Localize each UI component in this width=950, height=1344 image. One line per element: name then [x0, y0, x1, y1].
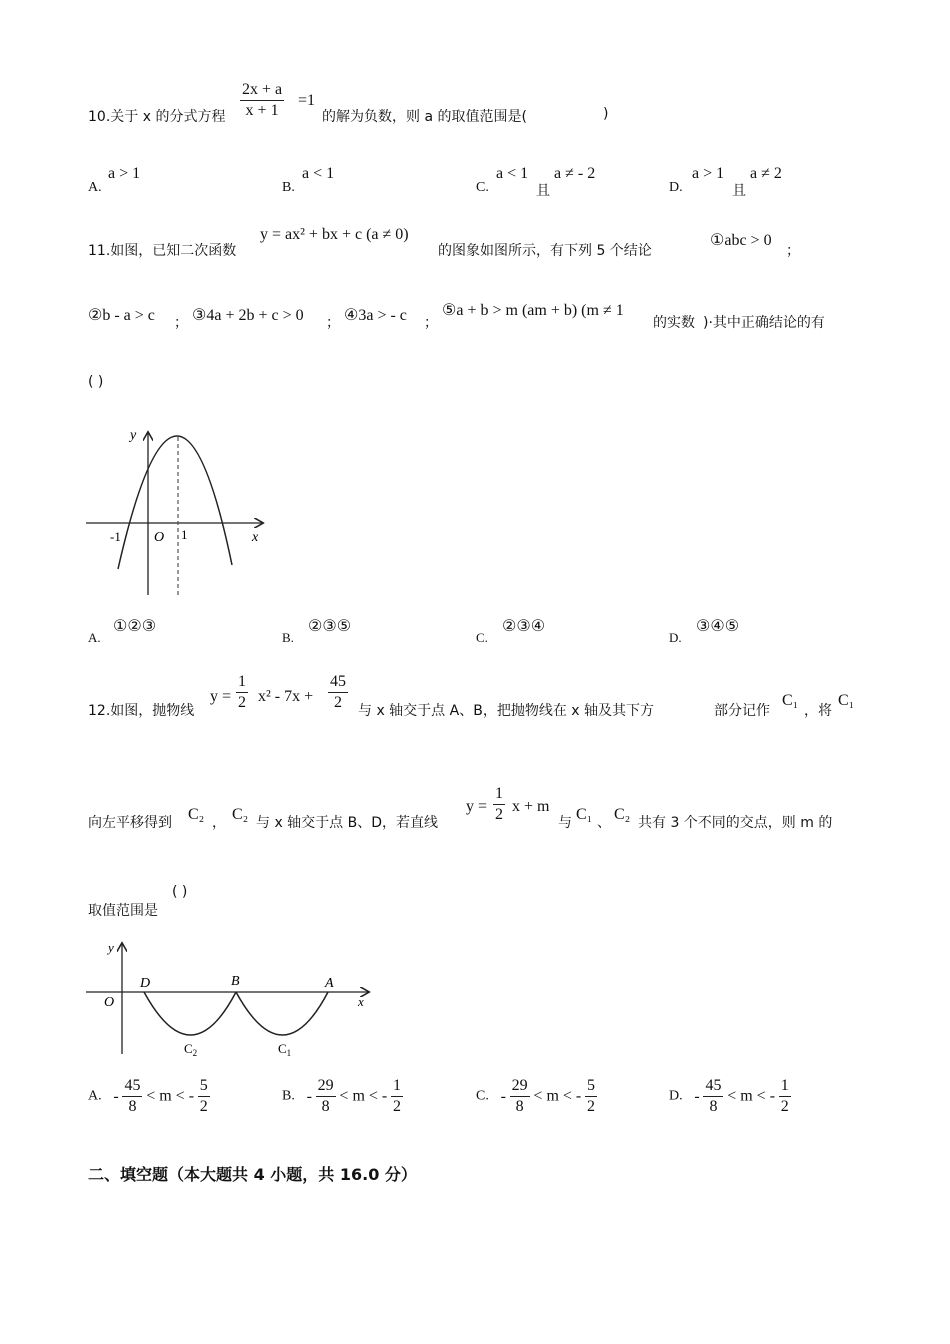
q12-option-a-ineq: < m < - [146, 1087, 195, 1105]
q12-option-d-ineq: < m < - [727, 1087, 776, 1105]
q12-parabola-graph [84, 936, 384, 1066]
q11-option-d-value: ③④⑤ [696, 618, 740, 635]
q12-y-eq: y = [210, 688, 232, 705]
q10-paren-close: ) [603, 106, 609, 122]
q12-option-d-minus: - [694, 1087, 700, 1105]
q11-option-a-label: A. [88, 630, 101, 645]
q11-tick-neg1: -1 [110, 529, 121, 544]
q10-eq-rhs: =1 [298, 92, 316, 109]
q10-option-a-value: a > 1 [108, 165, 141, 182]
q11-conclusion-5: ⑤a + b > m (am + b) (m ≠ 1 [442, 302, 624, 319]
q11-parabola-graph [84, 425, 274, 605]
q12-option-c-frac1: $\frac{29}{8}$ [511, 1077, 528, 1115]
q12-option-b-frac2: $\frac{1}{2}$ [393, 1077, 401, 1115]
q11-conclusion-2: ②b - a > c [88, 307, 155, 324]
q11-conclusion-5-suffix: 的实数 [653, 315, 695, 331]
q11-line1-suffix: 的图象如图所示，有下列 5 个结论 [438, 243, 652, 259]
q10-fraction [240, 80, 284, 121]
q12-curve-c1-label: $C_1$ [278, 1041, 292, 1058]
q10-option-d-value-2: a ≠ 2 [750, 165, 782, 182]
q12-line2-prefix: 向左平移得到 [88, 815, 172, 831]
q11-option-b-label: B. [282, 630, 294, 645]
q11-answer-paren: ( ) [88, 374, 104, 390]
q11-option-b-value: ②③⑤ [308, 618, 352, 635]
q11-sep-2: ； [174, 315, 188, 331]
q12-option-b-frac1: $\frac{29}{8}$ [317, 1077, 334, 1115]
q12-half-fraction [236, 672, 248, 713]
q10-suffix: 的解为负数，则 a 的取值范围是( [322, 109, 527, 125]
q10-option-d-and: 且 [732, 183, 746, 199]
q12-option-d [669, 1076, 791, 1117]
q11-option-a-value: ①②③ [113, 618, 157, 635]
q10-option-d-label: D. [669, 180, 683, 195]
q12-option-a [88, 1076, 210, 1117]
q10-option-b-value: a < 1 [302, 165, 335, 182]
q12-x-label: x [358, 994, 364, 1009]
q12-option-b-label: B. [282, 1088, 295, 1104]
q12-prefix: 12.如图，抛物线 [88, 703, 195, 719]
q10-option-c-label: C. [476, 180, 489, 195]
q11-sep-3: ； [326, 315, 340, 331]
q12-option-c-minus: - [500, 1087, 506, 1105]
q12-quadratic-mid: x² - 7x + [258, 688, 314, 705]
q12-line-y-eq: y = [466, 798, 488, 815]
q12-text7: 、 [597, 815, 611, 831]
q12-curve-c2-label: $C_2$ [184, 1041, 198, 1058]
q11-tick-1: 1 [181, 527, 188, 542]
q12-line-half-num: 1 [493, 784, 505, 805]
q11-conclusion-4: ④3a > - c [344, 307, 407, 324]
q10-option-c-value-1: a < 1 [496, 165, 529, 182]
q11-sep-1: ； [786, 243, 800, 259]
q10-option-a-label: A. [88, 180, 102, 195]
q11-function: y = ax² + bx + c (a ≠ 0) [260, 226, 409, 243]
q12-point-a: A [325, 976, 334, 991]
q12-text4: ， [212, 815, 226, 831]
q12-option-c-frac2: $\frac{5}{2}$ [587, 1077, 595, 1115]
q12-line-half-den: 2 [495, 806, 503, 823]
q12-c2-b: C₂ [232, 806, 249, 823]
q12-option-d-frac2: $\frac{1}{2}$ [780, 1077, 789, 1115]
q12-c1-b: C₁ [838, 692, 855, 709]
q12-curve-c1 [236, 992, 328, 1035]
q12-option-c-ineq: < m < - [533, 1087, 582, 1105]
q11-origin-label: O [154, 530, 165, 545]
q11-parabola-curve [118, 436, 232, 569]
q11-conclusion-1: ①abc > 0 [710, 232, 772, 249]
q12-line-half-fraction [493, 784, 505, 825]
q12-c2-c: C₂ [614, 806, 631, 823]
q12-c1-c: C₁ [576, 806, 593, 823]
q12-curve-c2 [144, 992, 236, 1035]
q12-text8: 共有 3 个不同的交点，则 m 的 [638, 815, 833, 831]
q12-text1: 与 x 轴交于点 A、B，把抛物线在 x 轴及其下方 [358, 703, 655, 719]
q12-option-a-label: A. [88, 1088, 102, 1104]
q11-x-label: x [252, 530, 259, 545]
q12-c2-a: C₂ [188, 806, 205, 823]
q12-text5: 与 x 轴交于点 B、D，若直线 [256, 815, 439, 831]
q12-option-b-ineq: < m < - [339, 1087, 388, 1105]
q10-fraction-num: 2x + a [240, 80, 284, 101]
q11-line1-prefix: 11.如图，已知二次函数 [88, 243, 237, 259]
q12-line-eq-tail: x + m [512, 798, 550, 815]
q12-const-fraction [328, 672, 348, 713]
q10-option-b-label: B. [282, 180, 295, 195]
q12-text3: ，将 [804, 703, 832, 719]
q11-option-c-label: C. [476, 630, 488, 645]
q12-option-a-frac1: $\frac{45}{8}$ [124, 1077, 141, 1115]
q10-option-c-value-2: a ≠ - 2 [554, 165, 596, 182]
q12-option-c-label: C. [476, 1088, 489, 1104]
q11-conclusion-3: ③4a + 2b + c > 0 [192, 307, 304, 324]
q12-text2: 部分记作 [714, 703, 770, 719]
q12-y-label: y [108, 940, 114, 955]
q12-half-den: 2 [238, 694, 246, 711]
q12-option-c [476, 1076, 597, 1117]
q12-c1-a: C₁ [782, 692, 799, 709]
q10-option-c-and: 且 [536, 183, 550, 199]
q11-option-c-value: ②③④ [502, 618, 546, 635]
q11-sep-4: ； [424, 315, 438, 331]
q12-line3: 取值范围是 [88, 903, 158, 919]
q12-const-den: 2 [334, 694, 342, 711]
q11-y-label: y [130, 428, 137, 443]
q12-option-d-label: D. [669, 1088, 683, 1104]
q11-line2-suffix: )·其中正确结论的有 [703, 315, 825, 331]
q12-option-b-minus: - [306, 1087, 312, 1105]
q10-option-d-value-1: a > 1 [692, 165, 725, 182]
q11-option-d-label: D. [669, 630, 682, 645]
q12-const-num: 45 [328, 672, 348, 693]
q12-text6: 与 [558, 815, 572, 831]
q10-fraction-den: x + 1 [245, 102, 279, 119]
q12-answer-paren: ( ) [172, 884, 188, 900]
q12-half-num: 1 [236, 672, 248, 693]
q10-prefix: 10.关于 x 的分式方程 [88, 109, 226, 125]
q12-option-d-frac1: $\frac{45}{8}$ [705, 1077, 722, 1115]
q12-option-a-frac2: $\frac{5}{2}$ [199, 1077, 208, 1115]
q12-origin-label: O [104, 995, 115, 1010]
q12-point-d: D [140, 976, 151, 991]
q12-point-b: B [231, 974, 240, 989]
q12-option-b [282, 1076, 403, 1117]
section-2-heading: 二、填空题（本大题共 4 小题，共 16.0 分） [88, 1165, 417, 1184]
q12-option-a-minus: - [113, 1087, 119, 1105]
